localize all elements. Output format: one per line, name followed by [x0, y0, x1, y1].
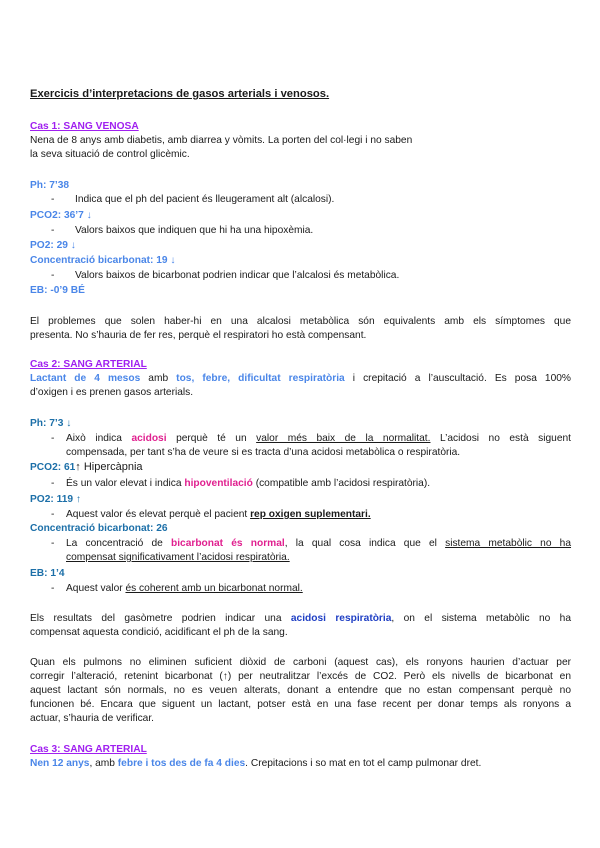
case1-eb-label: EB: -0’9 BÉ [30, 285, 85, 296]
case2-heading: Cas 2: SANG ARTERIAL [30, 359, 147, 370]
case2-ph-note-line1: Això indica acidosi perquè té un valor més baix de la normalitat. L’acidosi no està siguent [66, 433, 571, 444]
case2-patient: Lactant de 4 mesos [30, 373, 141, 384]
bullet-dash: - [51, 478, 55, 489]
case2-pco2-label: PCO2: 61↑ Hipercàpnia [30, 461, 143, 473]
case2-bicarbonate-note-line1: La concentració de bicarbonat és normal, la qual cosa indica que el sistema metabòlic no ha [66, 538, 572, 549]
case1-heading: Cas 1: SANG VENOSA [30, 121, 139, 132]
case2-explanation-line1: Quan els pulmons no eliminen suficient diòxid de carboni (aquest cas), els ronyons haurien d’actuar per [30, 657, 571, 668]
case1-pco2-label: PCO2: 36’7 ↓ [30, 210, 92, 221]
case3-intro: Nen 12 anys, amb febre i tos des de fa 4 dies. Crepitacions i so mat en tot el camp pulmonar dret. [30, 758, 482, 769]
case2-explanation-line2: corregir l’alteració, retenint bicarbonat (↑) per neutralitzar l’excés de CO2. Però els nivells de bicarbonat en [30, 671, 571, 682]
case1-po2-label: PO2: 29 ↓ [30, 240, 76, 251]
case2-po2-note: Aquest valor és elevat perquè el pacient rep oxigen suplementari. [66, 509, 371, 520]
case2-symptoms: tos, febre, dificultat respiratòria [176, 373, 345, 384]
bullet-dash: - [51, 194, 55, 205]
bullet-dash: - [51, 538, 55, 549]
hypercapnia-note: ↑ Hipercàpnia [75, 461, 143, 473]
case2-explanation-line3: aquest lactant són normals, no es veuen alterats, donant a entendre que no estan compensant perquè no [30, 685, 571, 696]
bullet-dash: - [51, 270, 55, 281]
bullet-dash: - [51, 433, 55, 444]
case1-intro-line2: la seva situació de control glicèmic. [30, 149, 190, 160]
bullet-dash: - [51, 225, 55, 236]
case2-intro-line2: d’oxigen i es prenen gasos arterials. [30, 387, 194, 398]
case3-patient: Nen 12 anys [30, 758, 90, 769]
hypoventilation-term: hipoventilació [184, 478, 253, 489]
case2-explanation-line4: funcionen bé. Encara que siguent un lactant, potser està en una fase recent per donar temps als ronyons a [30, 699, 571, 710]
acidosis-term: acidosi [131, 433, 167, 444]
case1-ph-label: Ph: 7’38 [30, 180, 70, 191]
case3-heading: Cas 3: SANG ARTERIAL [30, 744, 147, 755]
case1-conclusion-line2: presenta. No s’hauria de fer res, perquè el respiratori ho està compensant. [30, 330, 367, 341]
case2-po2-label: PO2: 119 ↑ [30, 494, 81, 505]
case2-bicarbonate-label: Concentració bicarbonat: 26 [30, 523, 168, 534]
case2-result-line1: Els resultats del gasòmetre podrien indicar una acidosi respiratòria, on el sistema metabòlic no ha [30, 613, 572, 624]
case2-eb-label: EB: 1’4 [30, 568, 65, 579]
case1-ph-note: Indica que el ph del pacient és lleugerament alt (alcalosi). [75, 194, 335, 205]
case2-pco2-note: És un valor elevat i indica hipoventilació (compatible amb l’acidosi respiratòria). [66, 478, 431, 489]
case1-conclusion-line1: El problemes que solen haber-hi en una alcalosi metabòlica són equivalents amb els símptomes que [30, 316, 571, 327]
case2-result-line2: compensat aquesta condició, acidificant el ph de la sang. [30, 627, 288, 638]
case1-bicarbonate-label: Concentració bicarbonat: 19 ↓ [30, 255, 176, 266]
document-title: Exercicis d’interpretacions de gasos arterials i venosos. [30, 88, 330, 100]
case2-explanation-line5: actuar, s’hauria de verificar. [30, 713, 155, 724]
case2-eb-note: Aquest valor és coherent amb un bicarbonat normal. [66, 583, 303, 594]
case1-intro-line1: Nena de 8 anys amb diabetis, amb diarrea y vòmits. La porten del col·legi i no saben [30, 135, 413, 146]
respiratory-acidosis-term: acidosi respiratòria [290, 613, 392, 624]
case2-bicarbonate-note-line2: compensat significativament l’acidosi respiratòria. [66, 552, 290, 563]
normal-bicarbonate-term: bicarbonat és normal [170, 538, 285, 549]
case2-intro-line1: Lactant de 4 mesos amb tos, febre, dificultat respiratòria i crepitació a l’auscultació. Es posa 100% [30, 373, 571, 384]
case3-symptoms: febre i tos des de fa 4 dies [117, 758, 246, 769]
case1-pco2-note: Valors baixos que indiquen que hi ha una hipoxèmia. [75, 225, 314, 236]
bullet-dash: - [51, 509, 55, 520]
case2-ph-label: Ph: 7’3 ↓ [30, 418, 72, 429]
case1-bicarbonate-note: Valors baixos de bicarbonat podrien indicar que l’alcalosi és metabòlica. [75, 270, 400, 281]
bullet-dash: - [51, 583, 55, 594]
case2-ph-note-line2: compensada, per tant s’ha de veure si es tracta d’una acidosi metabòlica o respiratòria. [66, 447, 461, 458]
